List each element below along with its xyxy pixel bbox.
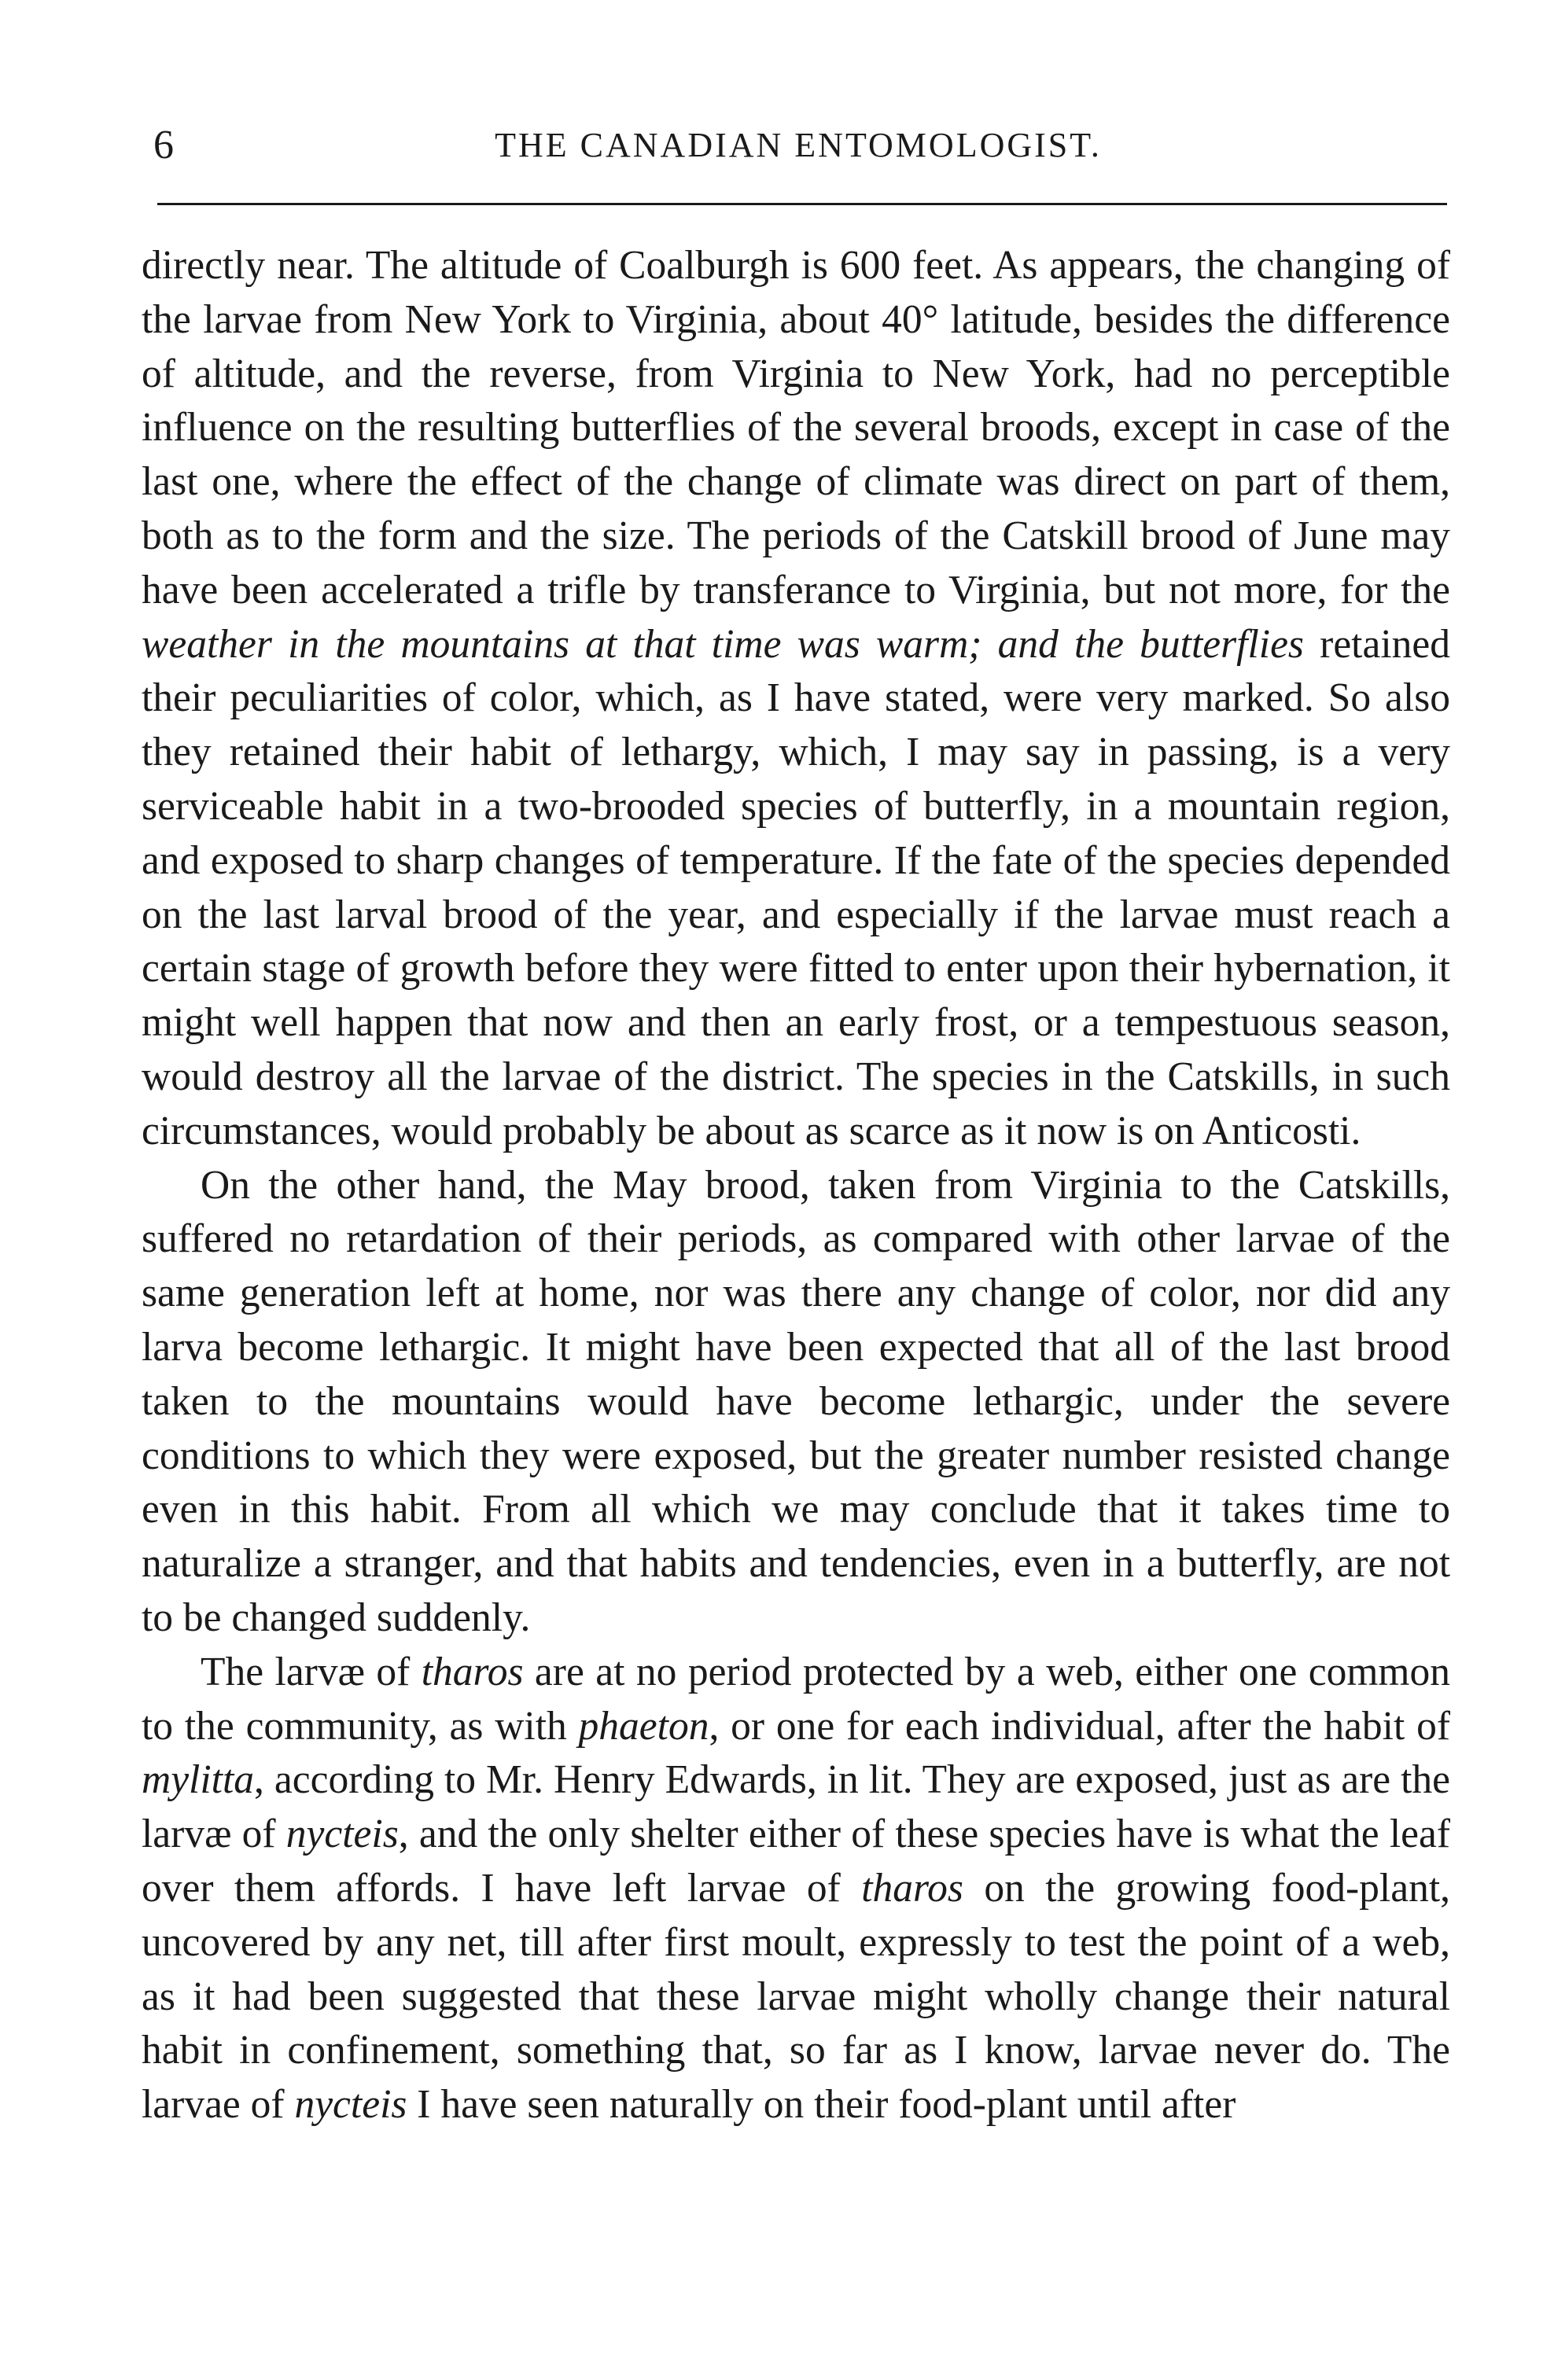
paragraph-2 bbox=[142, 1159, 1450, 1646]
text-run: The larvæ of bbox=[201, 1649, 422, 1694]
body-text bbox=[142, 239, 1450, 2132]
text-run: retained their peculiarities of color, which, as I have stated, were very marked. So also they retained their habit of lethargy, which, I may say in passing, is a very serviceable habit in a two-brooded species of butterfly, in a mountain region, and exposed to sharp changes of temperature. If the fate of the species depended on the last larval brood of the year, and especially if the larvae must reach a certain stage of growth before they were fitted to enter upon their hybernation, it might well happen that now and then an early frost, or a tempestuous season, would destroy all the larvae of the district. The species in the Catskills, in such circumstances, would probably be about as scarce as it now is on Anticosti. bbox=[142, 621, 1451, 1153]
text-run: directly near. The altitude of Coalburgh is 600 feet. As appears, the changing of the larvae from New York to Virginia, about 40° latitude, besides the difference of altitude, and the reverse, from Virginia to New York, had no perceptible influence on the resulting butterflies of the several broods, except in case of the last one, where the effect of the change of climate was direct on part of them, both as to the form and the size. The periods of the Catskill brood of June may have been accelerated a trifle by transferance to Virginia, but not more, for the bbox=[142, 243, 1450, 612]
italic-text: phaeton bbox=[578, 1703, 709, 1749]
text-run: , or one for each individual, after the habit of bbox=[709, 1703, 1450, 1749]
italic-text: nycteis bbox=[285, 1812, 399, 1857]
running-title: THE CANADIAN ENTOMOLOGIST. bbox=[495, 126, 1102, 164]
italic-text: tharos bbox=[861, 1865, 963, 1911]
text-run: On the other hand, the May brood, taken from Virginia to the Catskills, suffered no retardation of their periods, as compared with other larvae of the same generation left at home, nor was there any change of color, nor did any larva become lethargic. It might have been expected that all of the last brood taken to the mountains would have become lethargic, under the severe conditions to which they were exposed, but the greater number resisted change even in this habit. From all which we may conclude that it takes time to naturalize a stranger, and that habits and tendencies, even in a butterfly, are not to be changed suddenly. bbox=[142, 1162, 1450, 1640]
page-header bbox=[153, 118, 1443, 173]
text-run: on the growing food-plant, uncovered by any net, till after first moult, expressly to test the point of a web, as it had been suggested that these larvae might wholly change their natural habit in confinement, something that, so far as I know, larvae never do. The larvae of bbox=[142, 1865, 1451, 2128]
text-run: I have seen naturally on their food-plant until after bbox=[407, 2082, 1236, 2128]
page-number: 6 bbox=[153, 123, 174, 167]
paragraph-1 bbox=[142, 239, 1450, 1159]
text-run: , and the only shelter either of these species have is what the leaf over them affords. I have left larvae of bbox=[142, 1812, 1450, 1911]
paragraph-3 bbox=[142, 1646, 1450, 2132]
header-rule bbox=[157, 203, 1447, 205]
text-run: are at no period protected by a web, either one common to the community, as with bbox=[142, 1649, 1450, 1749]
italic-text: mylitta bbox=[142, 1757, 255, 1803]
italic-text: weather in the mountains at that time was warm; and the butterflies bbox=[142, 621, 1304, 667]
text-run: , according to Mr. Henry Edwards, in lit. They are exposed, just as are the larvæ of bbox=[142, 1757, 1450, 1857]
italic-text: tharos bbox=[421, 1649, 524, 1694]
italic-text: nycteis bbox=[294, 2082, 407, 2128]
